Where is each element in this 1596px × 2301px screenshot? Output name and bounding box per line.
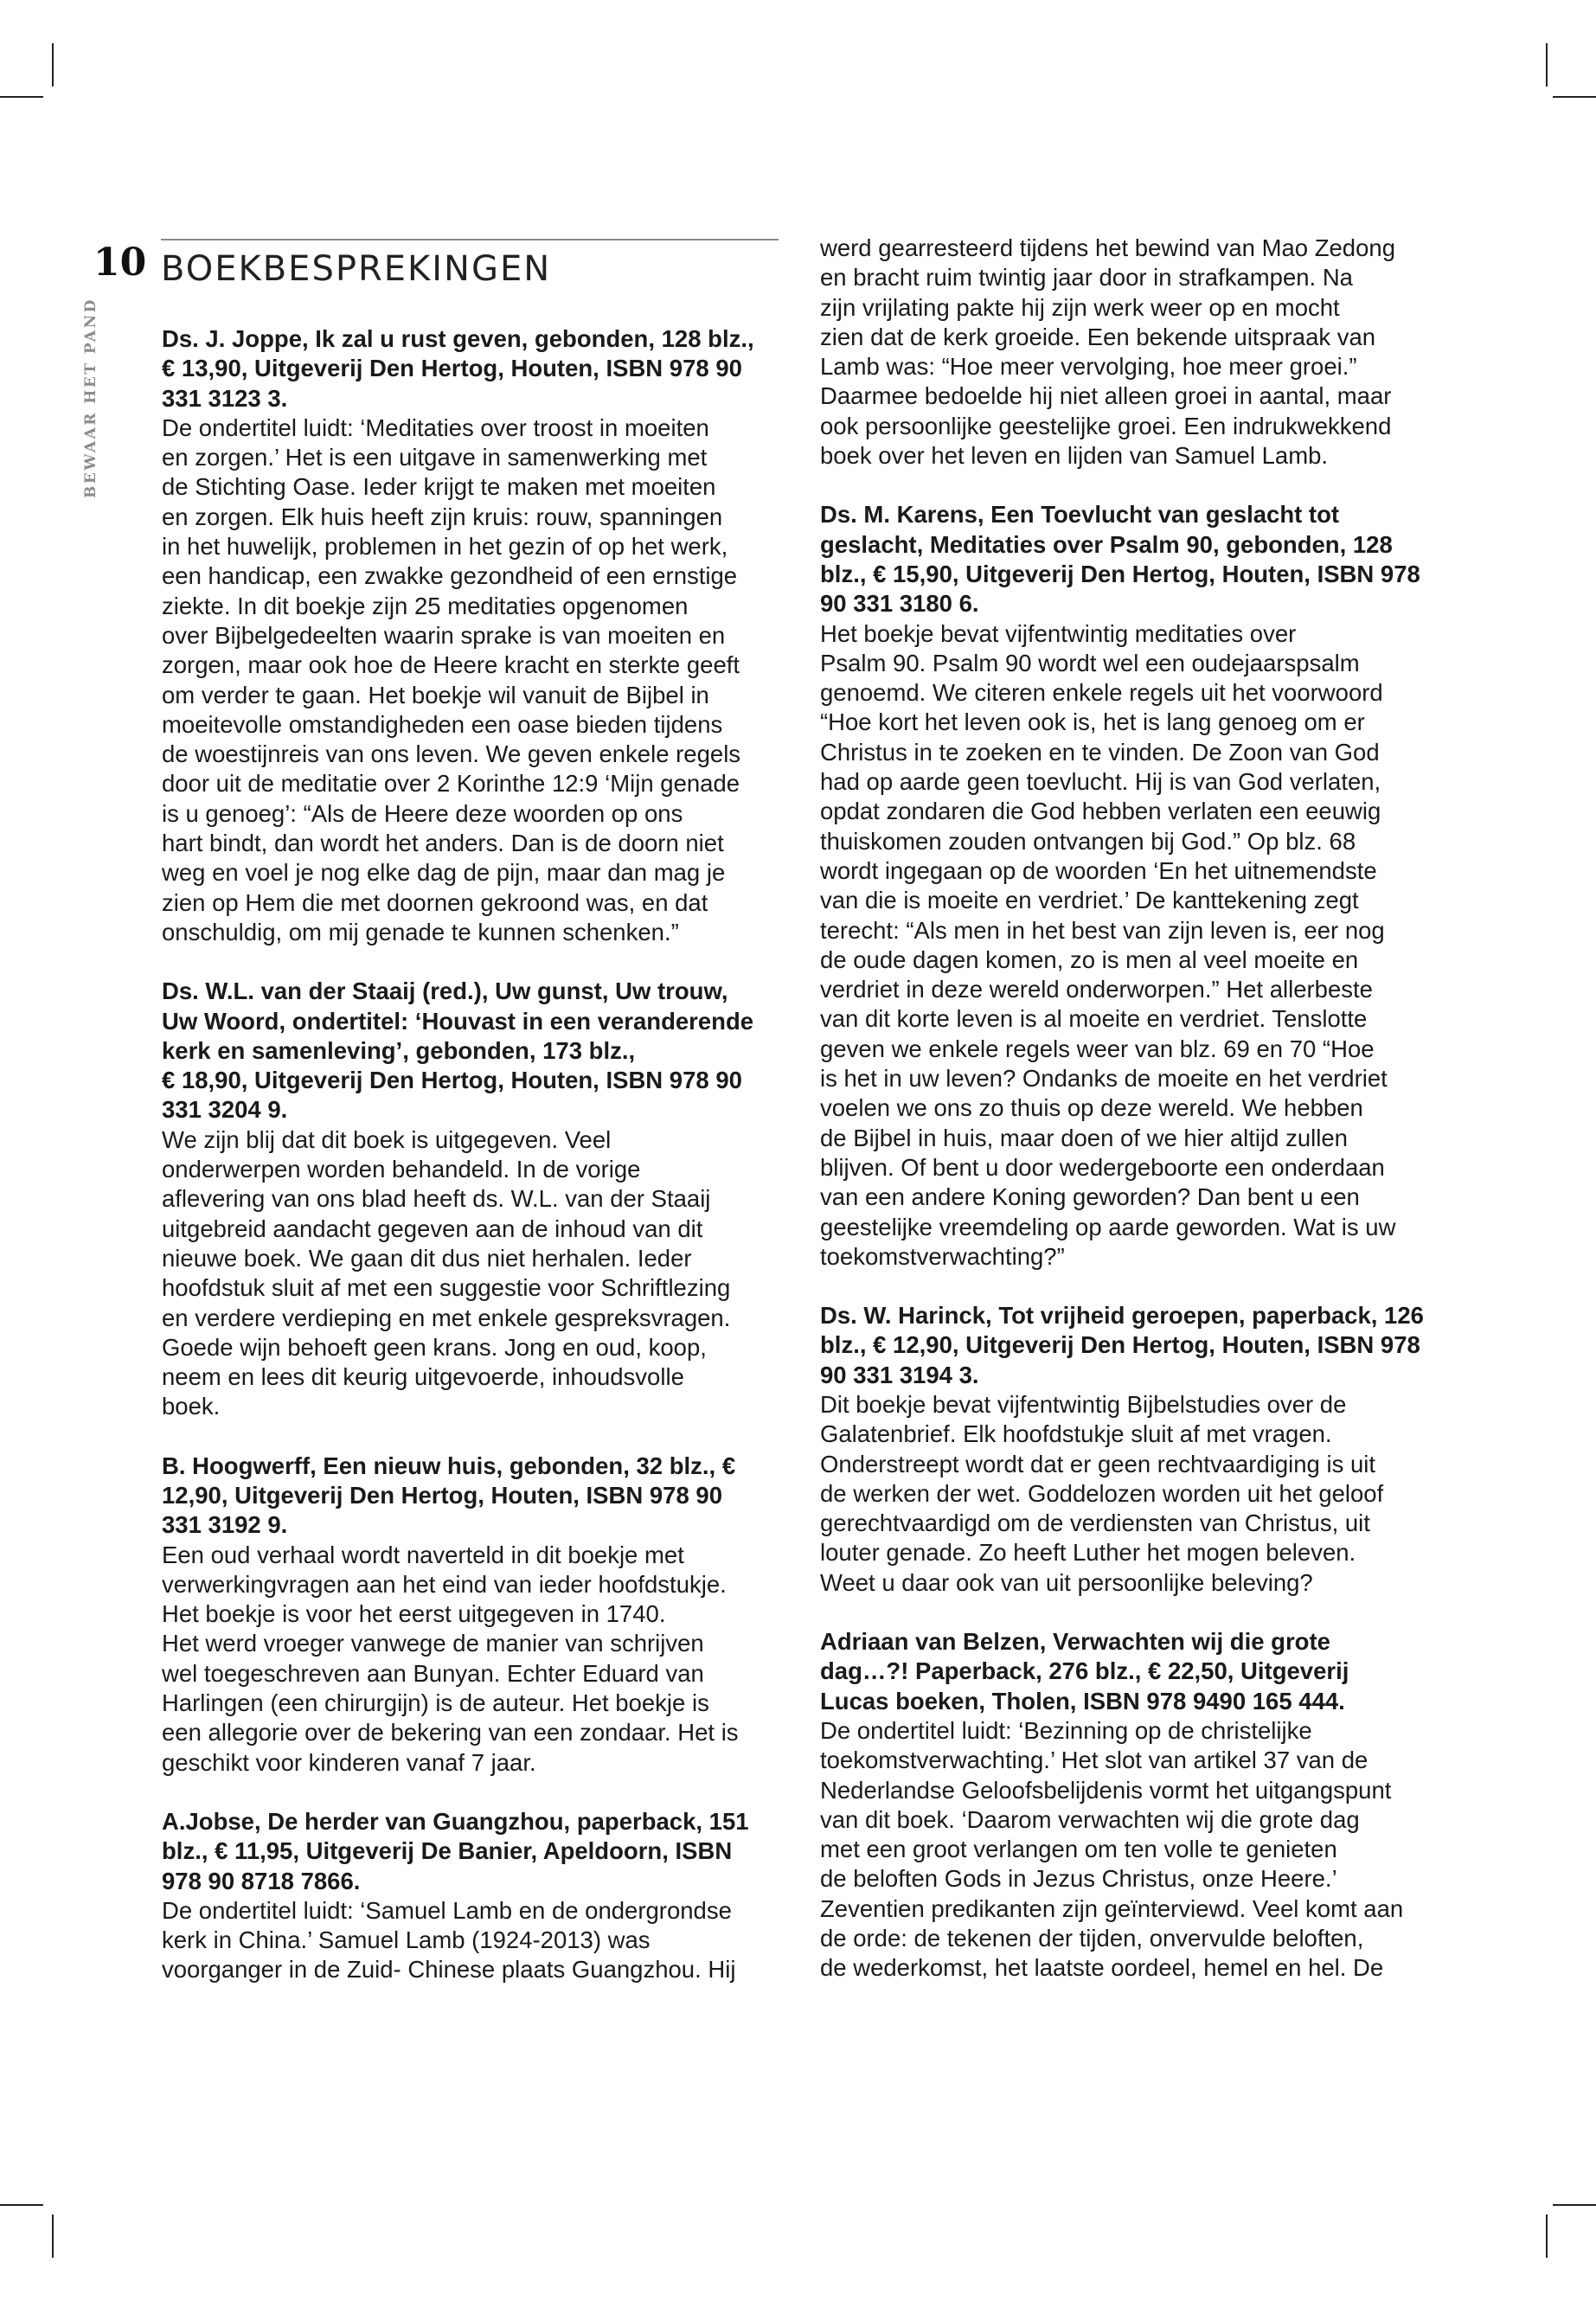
review-heading: Ds. J. Joppe, Ik zal u rust geven, gebonden, 128 blz., € 13,90, Uitgeverij Den Hertog, Houten, ISBN 978 90 331 3123 3. [162,325,754,412]
section-title: BOEKBESPREKINGEN [161,249,552,289]
review-karens [820,500,1443,1272]
side-label: BEWAAR HET PAND [82,298,99,498]
crop-mark-bottom-right [1546,2214,1548,2258]
review-body: De ondertitel luidt: ‘Samuel Lamb en de ondergrondse kerk in China.’ Samuel Lamb (1924-2013) was voorganger in de Zuid- Chinese plaats Guangzhou. Hij [162,1896,736,1984]
crop-mark-bottom-left [52,2214,54,2258]
review-heading: Adriaan van Belzen, Verwachten wij die grote dag…?! Paperback, 276 blz., € 22,50, Uitgeverij Lucas boeken, Tholen, ISBN 978 9490 165 444. [820,1628,1349,1715]
review-heading: Ds. W. Harinck, Tot vrijheid geroepen, paperback, 126 blz., € 12,90, Uitgeverij Den Hertog, Houten, ISBN 978 90 331 3194 3. [820,1302,1424,1388]
crop-mark-top-right [1546,43,1548,87]
review-jobse [162,1807,785,1985]
review-body: We zijn blij dat dit boek is uitgegeven. Veel onderwerpen worden behandeld. In de vorige aflevering van ons blad heeft ds. W.L. van der Staaij uitgebreid aandacht gegeven aan de inhoud van dit nieuwe boek. We gaan dit dus niet herhalen. Ieder hoofdstuk sluit af met een suggestie voor Schriftlezing en verdere verdieping en met enkele gespreksvragen. Goede wijn behoeft geen krans. Jong en oud, koop, neem en lees dit keurig uitgevoerde, inhoudsvolle boek. [162,1125,731,1420]
review-heading: Ds. W.L. van der Staaij (red.), Uw gunst, Uw trouw, Uw Woord, ondertitel: ‘Houvast in een veranderende kerk en samenleving’, gebonden, 173 blz., € 18,90, Uitgeverij Den Hertog, Houten, ISBN 978 90 331 3204 9. [162,977,754,1124]
review-heading: A.Jobse, De herder van Guangzhou, paperback, 151 blz., € 11,95, Uitgeverij De Banier, Apeldoorn, ISBN 978 90 8718 7866. [162,1807,749,1894]
review-body: De ondertitel luidt: ‘Bezinning op de christelijke toekomstverwachting.’ Het slot van artikel 37 van de Nederlandse Geloofsbelijdenis vormt het uitgangspunt van dit boek. ‘Daarom verwachten wij die grote dag met een groot verlangen om ten volle te genieten de beloften Gods in Jezus Christus, onze Heere.’ Zeventien predikanten zijn geïnterviewd. Veel komt aan de orde: de tekenen der tijden, onvervulde beloften, de wederkomst, het laatste oordeel, hemel en hel. De [820,1716,1404,1982]
continued-text: werd gearresteerd tijdens het bewind van Mao Zedong en bracht ruim twintig jaar door in strafkampen. Na zijn vrijlating pakte hij zijn werk weer op en mocht zien dat de kerk groeide. Een bekende uitspraak van Lamb was: “Hoe meer vervolging, hoe meer groei.” Daarmee bedoelde hij niet alleen groei in aantal, maar ook persoonlijke geestelijke groei. Een indrukwekkend boek over het leven en lijden van Samuel Lamb. [820,234,1395,470]
page-number: 10 [93,240,147,285]
header-rule [161,239,779,240]
review-hoogwerff [162,1452,785,1778]
review-body: Een oud verhaal wordt naverteld in dit boekje met verwerkingvragen aan het eind van ieder hoofdstukje. Het boekje is voor het eerst uitgegeven in 1740. Het werd vroeger vanwege de manier van schrijven wel toegeschreven aan Bunyan. Echter Eduard van Harlingen (een chirurgijn) is de auteur. Het boekje is een allegorie over de bekering van een zondaar. Het is geschikt voor kinderen vanaf 7 jaar. [162,1541,739,1776]
review-body: Het boekje bevat vijfentwintig meditaties over Psalm 90. Psalm 90 wordt wel een oudejaarspsalm genoemd. We citeren enkele regels uit het voorwoord “Hoe kort het leven ook is, het is lang genoeg om er Christus in te zoeken en te vinden. De Zoon van God had op aarde geen toevlucht. Hij is van God verlaten, opdat zondaren die God hebben verlaten een eeuwig thuiskomen zouden ontvangen bij God.” Op blz. 68 wordt ingegaan op de woorden ‘En het uitnemendste van die is moeite en verdriet.’ De kanttekening zegt terecht: “Als men in het best van zijn leven is, eer nog de oude dagen komen, zo is men al veel moeite en verdriet in deze wereld onderworpen.” Het allerbeste van dit korte leven is al moeite en verdriet. Tenslotte geven we enkele regels weer van blz. 69 en 70 “Hoe is het in uw leven? Ondanks de moeite en het verdriet voelen we ons zo thuis op deze wereld. We hebben de Bijbel in huis, maar doen of we hier altijd zullen blijven. Of bent u door wedergeboorte een onderdaan van een andere Koning geworden? Dan bent u een geestelijke vreemdeling op aarde geworden. Wat is uw toekomstverwachting?” [820,619,1396,1270]
review-body: Dit boekje bevat vijfentwintig Bijbelstudies over de Galatenbrief. Elk hoofdstukje sluit af met vragen. Onderstreept wordt dat er geen rechtvaardiging is uit de werken der wet. Goddelozen worden uit het geloof gerechtvaardigd om de verdiensten van Christus, uit louter genade. Zo heeft Luther het mogen beleven. Weet u daar ook van uit persoonlijke beleving? [820,1390,1384,1596]
crop-mark-bottom-left-h [0,2204,43,2206]
review-body: De ondertitel luidt: ‘Meditaties over troost in moeiten en zorgen.’ Het is een uitgave in samenwerking met de Stichting Oase. Ieder krijgt te maken met moeiten en zorgen. Elk huis heeft zijn kruis: rouw, spanningen in het huwelijk, problemen in het gezin of op het werk, een handicap, een zwakke gezondheid of een ernstige ziekte. In dit boekje zijn 25 meditaties opgenomen over Bijbelgedeelten waarin sprake is van moeiten en zorgen, maar ook hoe de Heere kracht en sterkte geeft om verder te gaan. Het boekje wil vanuit de Bijbel in moeitevolle omstandigheden een oase bieden tijdens de woestijnreis van ons leven. We geven enkele regels door uit de meditatie over 2 Korinthe 12:9 ‘Mijn genade is u genoeg’: “Als de Heere deze woorden op ons hart bindt, dan wordt het anders. Dan is de doorn niet weg en voel je nog elke dag de pijn, maar dan mag je zien op Hem die met doornen gekroond was, en dat onschuldig, om mij genade te kunnen schenken.” [162,413,741,945]
crop-mark-bottom-right-h [1553,2204,1596,2206]
left-column [162,324,785,2015]
right-column [820,234,1443,2013]
review-heading: Ds. M. Karens, Een Toevlucht van geslacht tot geslacht, Meditaties over Psalm 90, gebonden, 128 blz., € 15,90, Uitgeverij Den Hertog, Houten, ISBN 978 90 331 3180 6. [820,501,1420,618]
crop-mark-top-right-h [1553,96,1596,98]
review-harinck [820,1301,1443,1598]
review-van-belzen [820,1627,1443,1984]
review-heading: B. Hoogwerff, Een nieuw huis, gebonden, 32 blz., € 12,90, Uitgeverij Den Hertog, Houten, ISBN 978 90 331 3192 9. [162,1452,736,1539]
review-van-der-staaij [162,977,785,1421]
review-joppe [162,324,785,947]
crop-mark-top-left [52,43,54,87]
crop-mark-top-left-h [0,96,43,98]
